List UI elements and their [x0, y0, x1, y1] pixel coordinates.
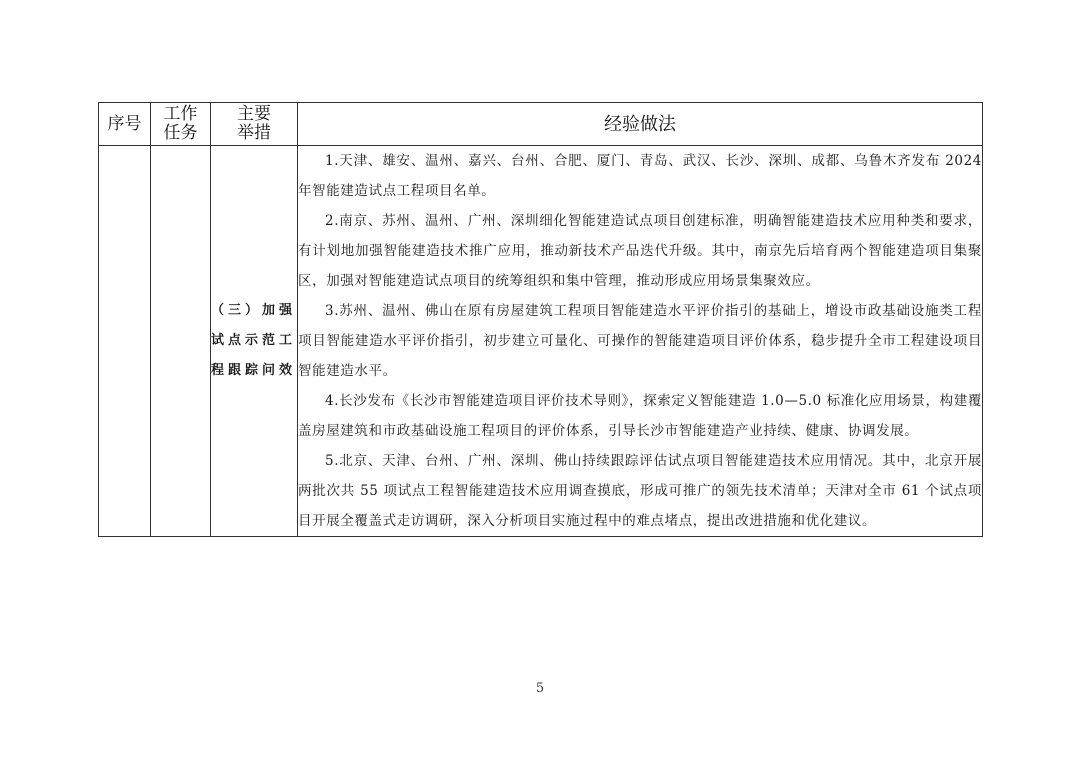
header-task: 工作任务 [151, 103, 211, 146]
cell-serial [99, 146, 151, 537]
table-header-row [99, 103, 983, 146]
cell-experience [298, 146, 983, 537]
experience-table [98, 102, 983, 537]
header-measure: 主要举措 [211, 103, 298, 146]
cell-measure: （三）加强试点示范工程跟踪问效 [211, 146, 298, 537]
experience-item-1: 1.天津、雄安、温州、嘉兴、台州、合肥、厦门、青岛、武汉、长沙、深圳、成都、乌鲁木齐发布 2024 年智能建造试点工程项目名单。 [298, 153, 982, 199]
header-experience: 经验做法 [298, 103, 983, 146]
header-serial: 序号 [99, 103, 151, 146]
experience-item-3: 3.苏州、温州、佛山在原有房屋建筑工程项目智能建造水平评价指引的基础上，增设市政基础设施类工程项目智能建造水平评价指引，初步建立可量化、可操作的智能建造项目评价体系，稳步提升全市工程建设项目智能建造水平。 [298, 303, 982, 379]
experience-item-4: 4.长沙发布《长沙市智能建造项目评价技术导则》，探索定义智能建造 1.0—5.0 标准化应用场景，构建覆盖房屋建筑和市政基础设施工程项目的评价体系，引导长沙市智能建造产业持续、健康、协调发展。 [298, 393, 982, 439]
page-number: 5 [535, 681, 545, 696]
table-row [99, 146, 983, 537]
experience-item-2: 2.南京、苏州、温州、广州、深圳细化智能建造试点项目创建标准，明确智能建造技术应用种类和要求，有计划地加强智能建造技术推广应用，推动新技术产品迭代升级。其中，南京先后培育两个智能建造项目集聚区，加强对智能建造试点项目的统筹组织和集中管理，推动形成应用场景集聚效应。 [298, 213, 982, 289]
cell-task [151, 146, 211, 537]
experience-item-5: 5.北京、天津、台州、广州、深圳、佛山持续跟踪评估试点项目智能建造技术应用情况。其中，北京开展两批次共 55 项试点工程智能建造技术应用调查摸底，形成可推广的领先技术清单；天津对全市 61 个试点项目开展全覆盖式走访调研，深入分析项目实施过程中的难点堵点，提出改进措施和优化建议。 [298, 453, 982, 529]
